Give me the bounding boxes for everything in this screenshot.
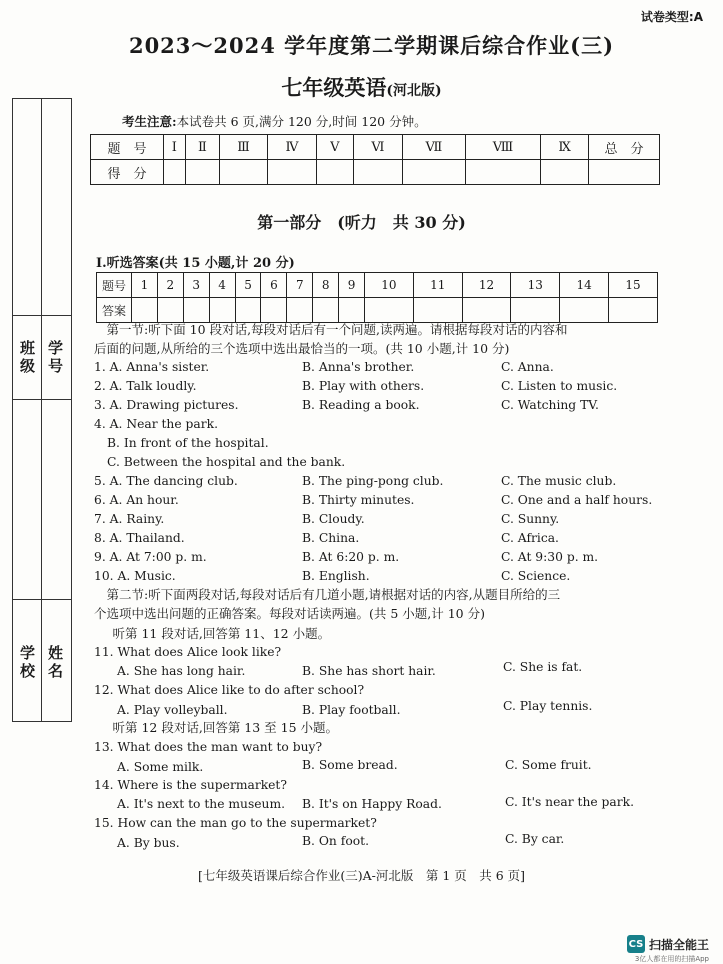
dialogue-prompt: 听第 11 段对话,回答第 11、12 小题。 <box>100 626 331 641</box>
option-b: B. It's on Happy Road. <box>302 797 442 811</box>
part-title: 第一部分 (听力 共 30 分) <box>257 213 466 232</box>
answer-cell[interactable] <box>462 298 511 323</box>
section-a-instruction: 第一节:听下面 10 段对话,每段对话后有一个问题,读两遍。请根据每段对话的内容和 <box>94 322 568 337</box>
dialogue-prompt: 听第 12 段对话,回答第 13 至 15 小题。 <box>100 720 339 735</box>
score-header-cell: Ⅲ <box>220 135 268 160</box>
scanner-watermark <box>627 935 709 953</box>
option-a: 1. A. Anna's sister. <box>94 360 210 374</box>
camscanner-logo-icon: CS <box>627 935 645 953</box>
answer-number: 1 <box>132 273 158 298</box>
option-c: C. Anna. <box>501 360 554 374</box>
answer-number: 4 <box>209 273 235 298</box>
binding-line <box>13 599 71 600</box>
answer-number: 5 <box>235 273 261 298</box>
option-a: A. She has long hair. <box>117 664 246 678</box>
option-a: A. By bus. <box>117 836 180 850</box>
score-cell[interactable] <box>465 160 541 185</box>
option-c: C. Science. <box>501 569 571 583</box>
answer-cell[interactable] <box>313 298 339 323</box>
score-header-cell: Ⅱ <box>185 135 220 160</box>
score-header-cell: 总 分 <box>589 135 660 160</box>
option-c: C. One and a half hours. <box>501 493 653 507</box>
option-b: B. Anna's brother. <box>302 360 415 374</box>
edition-label: (河北版) <box>386 83 442 99</box>
notice-text: 本试卷共 6 页,满分 120 分,时间 120 分钟。 <box>176 114 427 129</box>
answer-header-label: 题号 <box>97 273 132 298</box>
question-stem: 12. What does Alice like to do after school? <box>94 683 365 697</box>
binding-line <box>13 399 71 400</box>
score-header-cell: 题 号 <box>91 135 164 160</box>
answer-number: 12 <box>462 273 511 298</box>
student-number-label: 学 号 <box>48 339 64 375</box>
answer-number: 13 <box>511 273 560 298</box>
option-a: 8. A. Thailand. <box>94 531 185 545</box>
option-c: C. Africa. <box>501 531 559 545</box>
option-c: C. Between the hospital and the bank. <box>107 455 346 469</box>
score-header-cell: Ⅳ <box>267 135 316 160</box>
option-b: B. In front of the hospital. <box>107 436 269 450</box>
section-title: Ⅰ.听选答案(共 15 小题,计 20 分) <box>96 256 295 271</box>
option-a: 10. A. Music. <box>94 569 176 583</box>
answer-cell[interactable] <box>609 298 658 323</box>
score-table-score-row <box>91 160 660 185</box>
exam-notice <box>122 112 427 130</box>
answer-cell[interactable] <box>287 298 313 323</box>
section-b-instruction: 个选项中选出问题的正确答案。每段对话读两遍。(共 5 小题,计 10 分) <box>94 606 485 621</box>
scanner-app-name: 扫描全能王 <box>648 937 709 952</box>
score-header-cell: Ⅶ <box>403 135 466 160</box>
answer-number: 15 <box>609 273 658 298</box>
option-a: 3. A. Drawing pictures. <box>94 398 239 412</box>
score-cell[interactable] <box>353 160 403 185</box>
option-a: 4. A. Near the park. <box>94 417 218 431</box>
option-a: 7. A. Rainy. <box>94 512 165 526</box>
answer-number: 10 <box>365 273 414 298</box>
option-c: C. Some fruit. <box>505 758 592 772</box>
answer-number: 7 <box>287 273 313 298</box>
option-a: 6. A. An hour. <box>94 493 179 507</box>
option-c: C. Listen to music. <box>501 379 618 393</box>
score-header-cell: Ⅴ <box>317 135 354 160</box>
score-cell[interactable] <box>267 160 316 185</box>
answer-cell[interactable] <box>235 298 261 323</box>
answer-number: 9 <box>339 273 365 298</box>
score-cell[interactable] <box>164 160 186 185</box>
answer-number: 6 <box>261 273 287 298</box>
score-cell[interactable] <box>220 160 268 185</box>
option-c: C. The music club. <box>501 474 617 488</box>
score-table <box>90 134 660 185</box>
answer-number: 3 <box>183 273 209 298</box>
score-header-cell: Ⅵ <box>353 135 403 160</box>
binding-line <box>13 315 71 316</box>
option-b: B. Some bread. <box>302 758 398 772</box>
option-b: B. Play with others. <box>302 379 425 393</box>
answer-cell[interactable] <box>183 298 209 323</box>
class-label: 班 级 <box>20 339 36 375</box>
page-title: 2023～2024 学年度第二学期课后综合作业(三) <box>128 33 615 58</box>
option-c: C. Watching TV. <box>501 398 599 412</box>
option-c: C. She is fat. <box>503 660 583 674</box>
option-a: 9. A. At 7:00 p. m. <box>94 550 207 564</box>
option-a: A. Play volleyball. <box>117 703 228 717</box>
answer-cell[interactable] <box>261 298 287 323</box>
score-header-cell: Ⅰ <box>164 135 186 160</box>
score-cell[interactable] <box>541 160 589 185</box>
score-cell[interactable] <box>403 160 466 185</box>
answer-table-answer-row <box>97 298 658 323</box>
subject-title: 七年级英语 <box>281 75 387 100</box>
question-stem: 13. What does the man want to buy? <box>94 740 323 754</box>
option-a: 5. A. The dancing club. <box>94 474 238 488</box>
scanner-tagline: 3亿人都在用的扫描App <box>634 955 709 963</box>
option-b: B. Cloudy. <box>302 512 365 526</box>
question-stem: 14. Where is the supermarket? <box>94 778 287 792</box>
option-b: B. China. <box>302 531 360 545</box>
answer-number: 8 <box>313 273 339 298</box>
score-table-header-row <box>91 135 660 160</box>
answer-cell[interactable] <box>560 298 609 323</box>
score-header-cell: Ⅸ <box>541 135 589 160</box>
answer-table <box>96 272 658 323</box>
question-stem: 11. What does Alice look like? <box>94 645 282 659</box>
option-b: B. Reading a book. <box>302 398 420 412</box>
binding-divider <box>41 99 42 721</box>
option-a: A. It's next to the museum. <box>117 797 286 811</box>
option-c: C. Sunny. <box>501 512 560 526</box>
score-cell[interactable] <box>589 160 660 185</box>
option-b: B. Play football. <box>302 703 401 717</box>
option-c: C. Play tennis. <box>503 699 593 713</box>
paper-type: 试卷类型:A <box>640 10 703 24</box>
question-stem: 15. How can the man go to the supermarket? <box>94 816 377 830</box>
answer-cell[interactable] <box>365 298 414 323</box>
score-cell[interactable] <box>317 160 354 185</box>
score-row-label: 得 分 <box>91 160 164 185</box>
answer-number: 2 <box>157 273 183 298</box>
option-b: B. On foot. <box>302 834 369 848</box>
option-a: 2. A. Talk loudly. <box>94 379 197 393</box>
page-subtitle <box>0 72 723 102</box>
option-a: A. Some milk. <box>117 760 204 774</box>
answer-number: 14 <box>560 273 609 298</box>
score-cell[interactable] <box>185 160 220 185</box>
option-b: B. English. <box>302 569 370 583</box>
notice-label: 考生注意: <box>122 114 177 129</box>
option-c: C. By car. <box>505 832 565 846</box>
answer-cell[interactable] <box>339 298 365 323</box>
option-c: C. It's near the park. <box>505 795 634 809</box>
answer-cell[interactable] <box>132 298 158 323</box>
option-b: B. The ping-pong club. <box>302 474 444 488</box>
option-b: B. At 6:20 p. m. <box>302 550 400 564</box>
answer-cell[interactable] <box>511 298 560 323</box>
score-header-cell: Ⅷ <box>465 135 541 160</box>
answer-cell[interactable] <box>413 298 462 323</box>
answer-number: 11 <box>413 273 462 298</box>
answer-row-label: 答案 <box>97 298 132 323</box>
answer-cell[interactable] <box>209 298 235 323</box>
option-c: C. At 9:30 p. m. <box>501 550 599 564</box>
binding-margin <box>12 98 72 722</box>
option-b: B. She has short hair. <box>302 664 436 678</box>
answer-table-number-row <box>97 273 658 298</box>
answer-cell[interactable] <box>157 298 183 323</box>
option-b: B. Thirty minutes. <box>302 493 415 507</box>
page-footer: [七年级英语课后综合作业(三)A-河北版 第 1 页 共 6 页] <box>197 868 526 883</box>
section-a-instruction: 后面的问题,从所给的三个选项中选出最恰当的一项。(共 10 小题,计 10 分) <box>94 341 510 356</box>
section-b-instruction: 第二节:听下面两段对话,每段对话后有几道小题,请根据对话的内容,从题目所给的三 <box>94 587 561 602</box>
name-label: 姓 名 <box>48 644 64 680</box>
school-label: 学 校 <box>20 644 36 680</box>
